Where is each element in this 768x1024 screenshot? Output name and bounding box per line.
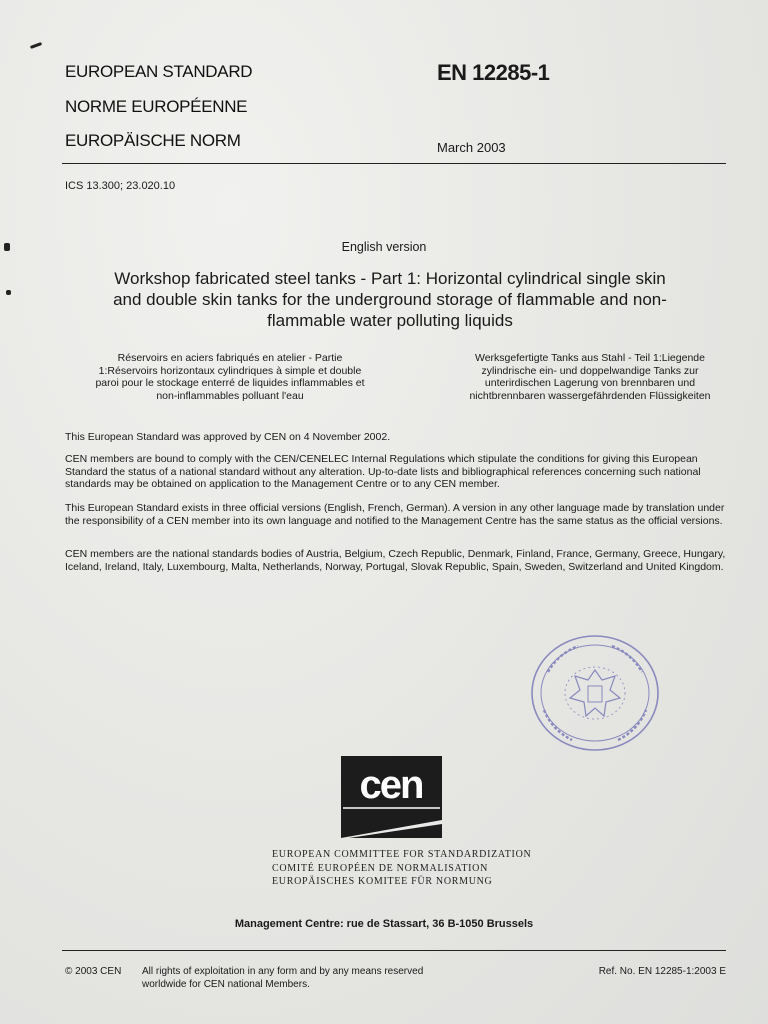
committee-english: EUROPEAN COMMITTEE FOR STANDARDIZATION bbox=[272, 849, 532, 860]
members-list-paragraph: CEN members are the national standards bodies of Austria, Belgium, Czech Republic, Denmark, Finland, France, Germany, Greece, Hungary, Iceland, Ireland, Italy, Luxembourg, Malta, Netherlands, Norway, Portugal, Slovak Republic, Spain, Sweden, Switzerland and United Kingdom. bbox=[65, 548, 726, 573]
cen-logo bbox=[341, 756, 442, 838]
committee-french: COMITÉ EUROPÉEN DE NORMALISATION bbox=[272, 862, 489, 874]
versions-paragraph: This European Standard exists in three official versions (English, French, German). A version in any other language made by translation under the responsibility of a CEN member into its own language and notified to the Management Centre has the same status as the official versions. bbox=[65, 502, 725, 527]
scan-mark bbox=[6, 290, 11, 295]
main-title: Workshop fabricated steel tanks - Part 1: Horizontal cylindrical single skin and double skin tanks for the underground storage of flammable and non-flammable water polluting liquids bbox=[113, 269, 667, 330]
official-seal-eagle-icon bbox=[528, 632, 662, 754]
publication-date: March 2003 bbox=[437, 140, 506, 155]
committee-names bbox=[272, 848, 531, 889]
subtitle-german: Werksgefertigte Tanks aus Stahl - Teil 1:Liegende zylindrische ein- und doppelwandige Tanks zur unterirdischen Lagerung von brennbaren und nichtbrennbaren wassergefährdenden Flüssigkeiten bbox=[469, 352, 711, 402]
ics-code: ICS 13.300; 23.020.10 bbox=[65, 180, 176, 192]
scan-mark bbox=[30, 42, 42, 49]
header-divider bbox=[62, 163, 726, 164]
document-number: EN 12285-1 bbox=[437, 60, 550, 85]
members-obligation-paragraph: CEN members are bound to comply with the CEN/CENELEC Internal Regulations which stipulate the conditions for giving this European Standard the status of a national standard without any alteration. Up-to-date lists and bibliographical references concerning such national standards may be obtained on application to the Management Centre or to any CEN member. bbox=[65, 453, 701, 490]
committee-german: EUROPÄISCHES KOMITEE FÜR NORMUNG bbox=[272, 876, 493, 887]
subtitle-french: Réservoirs en aciers fabriqués en atelier - Partie 1:Réservoirs horizontaux cylindriques à simple et double paroi pour le stockage enterré de liquides inflammables et non-inflammables polluant l'eau bbox=[95, 352, 365, 402]
reference-number: Ref. No. EN 12285-1:2003 E bbox=[598, 966, 726, 977]
language-version: English version bbox=[341, 240, 427, 254]
title-german: EUROPÄISCHE NORM bbox=[65, 131, 241, 150]
copyright: © 2003 CEN bbox=[65, 966, 122, 977]
management-centre-address: Management Centre: rue de Stassart, 36 B-1050 Brussels bbox=[234, 918, 534, 930]
approval-paragraph: This European Standard was approved by CEN on 4 November 2002. bbox=[65, 431, 391, 443]
title-english: EUROPEAN STANDARD bbox=[65, 62, 253, 81]
footer-divider bbox=[62, 950, 726, 951]
title-french: NORME EUROPÉENNE bbox=[65, 97, 248, 116]
rights-notice: All rights of exploitation in any form and by any means reserved worldwide for CEN national Members. bbox=[142, 966, 424, 990]
svg-text:cen: cen bbox=[359, 763, 423, 807]
